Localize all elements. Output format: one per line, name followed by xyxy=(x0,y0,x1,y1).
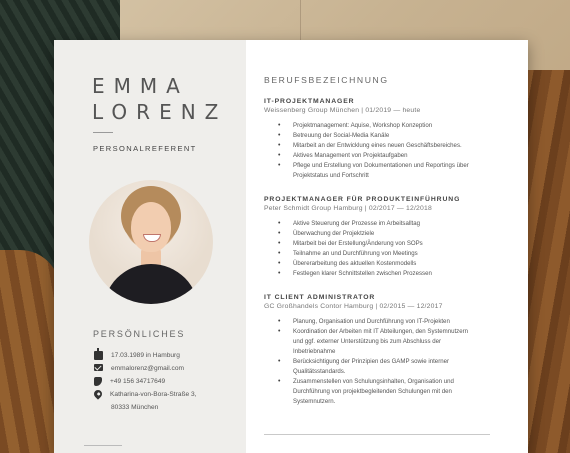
job-entry-2 xyxy=(264,195,516,279)
location-pin-icon xyxy=(92,388,103,399)
job-duty: • Berücksichtigung der Prinzipien des GAMP sowie interner xyxy=(264,357,516,367)
job-duty: • Überwachung der Projektziele xyxy=(264,229,516,239)
job-duty: • Aktive Steuerung der Prozesse im Arbeitsalltag xyxy=(264,219,516,229)
photo-shoulders xyxy=(103,264,199,304)
job-entry-1 xyxy=(264,97,516,181)
last-name: LORENZ xyxy=(92,100,228,124)
job-duty-continued: Durchführung von projektbegleitenden Schulungen mit den xyxy=(293,388,452,395)
job-duty: • Koordination der Arbeiten mit IT Abteilungen, den Systemnutzern xyxy=(264,327,516,337)
contact-birthdate-text: 17.03.1989 in Hamburg xyxy=(111,352,180,359)
job-role: IT-PROJEKTMANAGER xyxy=(264,98,355,105)
job-duties xyxy=(264,317,516,407)
phone-icon xyxy=(94,377,102,386)
contact-address-line2 xyxy=(111,401,158,414)
job-duty-continued: Projektstatus und Fortschritt xyxy=(293,172,369,179)
job-duty: • Aktives Management von Projektaufgaben xyxy=(264,151,516,161)
job-entry-3 xyxy=(264,293,516,407)
job-company: GC Großhandels Contor Hamburg | 02/2015 — 12/2017 xyxy=(264,303,443,310)
job-duties xyxy=(264,121,516,181)
contact-phone-text: +49 156 34717649 xyxy=(110,378,166,385)
contact-address xyxy=(94,388,197,401)
background-wooden-board-left xyxy=(0,250,60,453)
job-duty: • Planung, Organisation und Durchführung von IT-Projekten xyxy=(264,317,516,327)
resume-sidebar xyxy=(54,40,246,453)
contact-email xyxy=(94,362,184,375)
photo-face xyxy=(131,202,171,252)
job-duty: • Pflege und Erstellung von Dokumentationen und Reportings über xyxy=(264,161,516,171)
contact-phone xyxy=(94,375,165,388)
job-duty-continued: Inbetriebnahme xyxy=(293,348,336,355)
contact-email-text: emmalorenz@gmail.com xyxy=(111,365,185,372)
job-duty: • Festlegen klarer Schnittstellen zwischen Prozessen xyxy=(264,269,516,279)
job-duty-continued: und ggf. externer Unterstützung bis zum Abschluss der xyxy=(293,338,442,345)
job-duty: • Projektmanagement: Aquise, Workshop Konzeption xyxy=(264,121,516,131)
first-name: EMMA xyxy=(92,74,189,98)
personal-heading: PERSÖNLICHES xyxy=(93,329,186,339)
job-duty-continued: Qualitätsstandards. xyxy=(293,368,346,375)
job-role: PROJEKTMANAGER FÜR PRODUKTEINFÜHRUNG xyxy=(264,196,461,203)
resume-page xyxy=(54,40,528,453)
contact-address-line1: Katharina-von-Bora-Straße 3, xyxy=(110,391,197,398)
job-company: Peter Schmidt Group Hamburg | 02/2017 — 12/2018 xyxy=(264,205,432,212)
job-duty: • Teilnahme an und Durchführung von Meetings xyxy=(264,249,516,259)
job-duty: • Mitarbeit an der Entwicklung eines neuen Geschäftsbereiches. xyxy=(264,141,516,151)
job-duty-continued: Systemnutzern. xyxy=(293,398,336,405)
birthday-cake-icon xyxy=(94,351,103,360)
job-duty: • Übererarbeitung des aktuellen Kostenmodells xyxy=(264,259,516,269)
name-divider xyxy=(93,132,113,133)
sidebar-bottom-divider xyxy=(84,445,122,446)
job-duty: • Betreuung der Social-Media Kanäle xyxy=(264,131,516,141)
job-title: PERSONALREFERENT xyxy=(93,144,197,153)
resume-main-column xyxy=(264,40,516,453)
job-role: IT CLIENT ADMINISTRATOR xyxy=(264,294,376,301)
job-duties xyxy=(264,219,516,279)
job-duty: • Zusammenstellen von Schulungsinhalten, Organisation und xyxy=(264,377,516,387)
job-duty: • Mitarbeit bei der Erstellung/Änderung von SOPs xyxy=(264,239,516,249)
experience-heading: BERUFSBEZEICHNUNG xyxy=(264,75,389,85)
job-company: Weissenberg Group München | 01/2019 — heute xyxy=(264,107,421,114)
contact-birthdate xyxy=(94,349,180,362)
profile-photo xyxy=(89,180,213,304)
contact-address-line2-text: 80333 München xyxy=(111,404,159,411)
envelope-icon xyxy=(94,364,103,371)
main-bottom-divider xyxy=(264,434,490,435)
